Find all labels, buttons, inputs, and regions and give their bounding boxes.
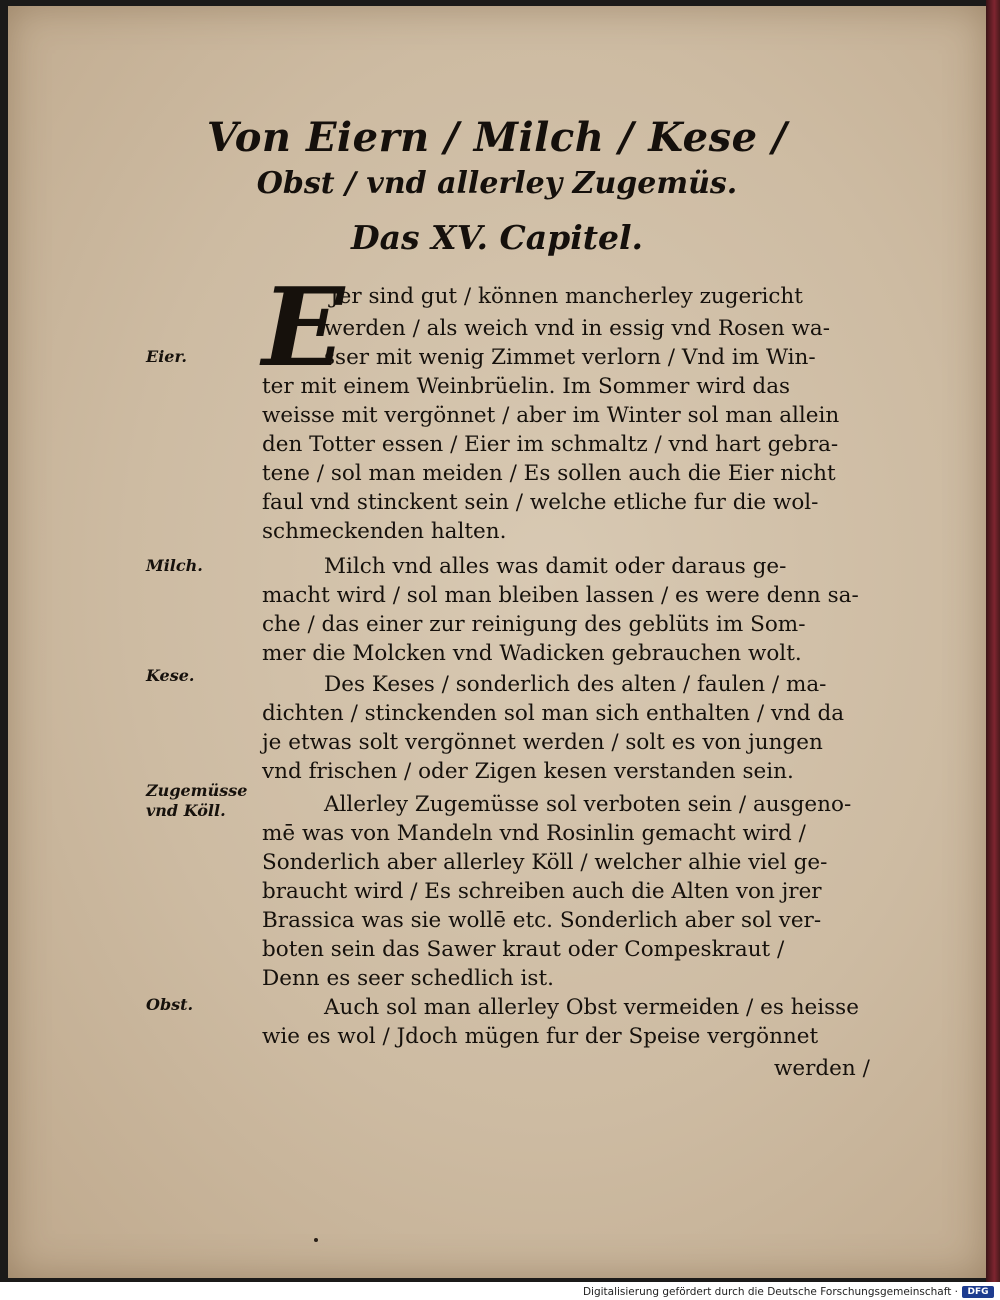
body-line: tene / sol man meiden / Es sollen auch die Eier nicht (262, 461, 836, 486)
chapter-number: Das XV. Capitel. (350, 218, 643, 257)
margin-note-kese: Kese. (146, 666, 195, 685)
margin-note-zugemuesse: Zugemüsse (146, 781, 248, 800)
body-line: Allerley Zugemüsse sol verboten sein / ausgeno- (324, 792, 852, 817)
body-line: dichten / stinckenden sol man sich enthalten / vnd da (262, 701, 845, 726)
body-line: vnd frischen / oder Zigen kesen verstanden sein. (262, 759, 794, 784)
body-line: wie es wol / Jdoch mügen fur der Speise vergönnet (262, 1024, 819, 1049)
body-line: faul vnd stinckent sein / welche etliche fur die wol- (262, 490, 819, 515)
body-line: Auch sol man allerley Obst vermeiden / es heisse (324, 995, 859, 1020)
paper-speck (314, 1238, 318, 1242)
chapter-heading-line-1: Von Eiern / Milch / Kese / (206, 114, 788, 161)
margin-note-obst: Obst. (146, 995, 194, 1014)
funding-credit: Digitalisierung gefördert durch die Deutsche Forschungsgemeinschaft · (582, 1286, 958, 1298)
drop-capital: E (262, 265, 345, 391)
body-line: che / das einer zur reinigung des geblüts im Som- (262, 612, 806, 637)
body-line: Milch vnd alles was damit oder daraus ge- (324, 554, 787, 579)
body-line: Brassica was sie wollē etc. Sonderlich aber sol ver- (262, 908, 822, 933)
body-line: Des Keses / sonderlich des alten / faulen / ma- (324, 672, 827, 697)
body-line: werden / (774, 1056, 870, 1081)
body-line: Jer sind gut / können mancherley zugericht (330, 284, 803, 309)
book-edge (986, 0, 1000, 1282)
body-line: schmeckenden halten. (262, 519, 507, 544)
body-line: sser mit wenig Zimmet verlorn / Vnd im Win- (324, 345, 816, 370)
body-line: werden / als weich vnd in essig vnd Rosen wa- (324, 316, 830, 341)
margin-note-eier: Eier. (146, 347, 187, 366)
body-line: macht wird / sol man bleiben lassen / es were denn sa- (262, 583, 859, 608)
margin-note-milch: Milch. (146, 556, 203, 575)
book-page (8, 6, 986, 1278)
chapter-heading-line-2: Obst / vnd allerley Zugemüs. (256, 166, 738, 201)
body-line: ter mit einem Weinbrüelin. Im Sommer wird das (262, 374, 791, 399)
dfg-logo: DFG (962, 1286, 994, 1298)
body-line: weisse mit vergönnet / aber im Winter sol man allein (262, 403, 840, 428)
body-line: mē was von Mandeln vnd Rosinlin gemacht wird / (262, 821, 806, 846)
body-line: den Totter essen / Eier im schmaltz / vnd hart gebra- (262, 432, 839, 457)
margin-note-koell: vnd Köll. (146, 801, 226, 820)
body-line: mer die Molcken vnd Wadicken gebrauchen wolt. (262, 641, 802, 666)
body-line: Sonderlich aber allerley Köll / welcher alhie viel ge- (262, 850, 828, 875)
body-line: Denn es seer schedlich ist. (262, 966, 554, 991)
digitization-footer (0, 1284, 1000, 1300)
body-line: braucht wird / Es schreiben auch die Alten von jrer (262, 879, 822, 904)
body-line: boten sein das Sawer kraut oder Compeskraut / (262, 937, 785, 962)
body-line: je etwas solt vergönnet werden / solt es von jungen (262, 730, 823, 755)
